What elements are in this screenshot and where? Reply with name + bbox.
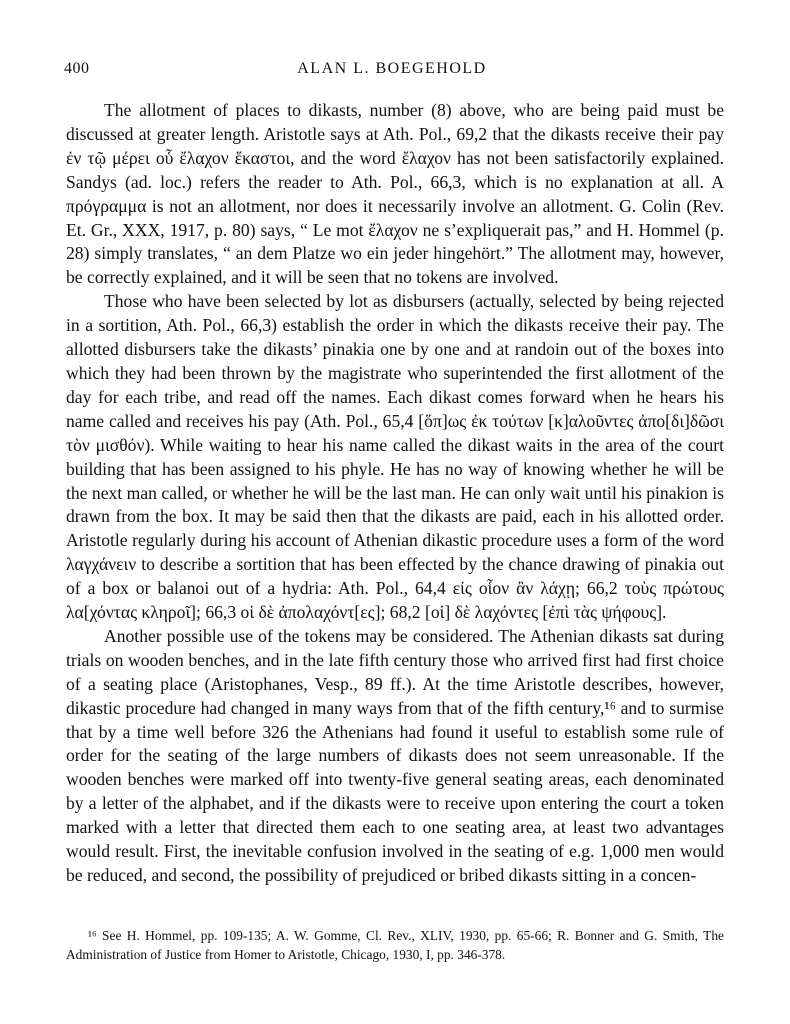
footnote bbox=[66, 926, 724, 964]
paragraph: Another possible use of the tokens may be considered. The Athenian dikasts sat during trials on wooden benches, and in the late fifth century those who arrived first had first choice of a seating place (Aristophanes, Vesp., 89 ff.). At the time Aristotle describes, however, dikastic procedure had changed in many ways from that of the fifth century,¹⁶ and to surmise that by a time well before 326 the Athenians had found it useful to establish some rule of order for the seating of the large numbers of dikasts does not seem unreasonable. If the wooden benches were marked off into twenty-five general seating areas, each denominated by a letter of the alphabet, and if the dikasts were to receive upon entering the court a token marked with a letter that directed them each to one seating area, at least two advantages would result. First, the inevitable confusion involved in the seating of e.g. 1,000 men would be reduced, and second, the possibility of prejudiced or bribed dikasts sitting in a concen- bbox=[66, 625, 724, 885]
footnote-16: ¹⁶ See H. Hommel, pp. 109-135; A. W. Gomme, Cl. Rev., XLIV, 1930, pp. 65-66; R. Bonner and G. Smith, The Administration of Justice from Homer to Aristotle, Chicago, 1930, I, pp. 346-378. bbox=[66, 928, 724, 962]
paragraph: Those who have been selected by lot as disbursers (actually, selected by being rejected in a sortition, Ath. Pol., 66,3) establish the order in which the dikasts receive their pay. The allotted disbursers take the dikasts’ pinakia one by one and at randoin out of the boxes into which they had been thrown by the magistrate who superintended the first allotment of the day for each tribe, and read off the names. Each dikast comes forward when he hears his name called and receives his pay (Ath. Pol., 65,4 [ὅπ]ως ἐκ τούτων [κ]αλοῦντες ἀπο[δι]δῶσι τὸν μισθόν). While waiting to hear his name called the dikast waits in the area of the court building that has been assigned to his phyle. He has no way of knowing whether he will be the next man called, or whether he will be the last man. He can only wait until his pinakion is drawn from the box. It may be said then that the dikasts are paid, each in his allotted order. Aristotle regularly during his account of Athenian dikastic procedure uses a form of the word λαγχάνειν to describe a sortition that has been effected by the chance drawing of pinakia out of a box or balanoi out of a hydria: Ath. Pol., 64,4 εἰς οἷον ἂν λάχῃ; 66,2 τοὺς πρώτους λα[χόντας κληροῖ]; 66,3 οἱ δὲ ἀπολαχόντ[ες]; 68,2 [οἱ] δὲ λαχόντες [ἐπὶ τὰς ψήφους]. bbox=[66, 291, 724, 623]
body-text bbox=[66, 99, 724, 888]
paragraph: The allotment of places to dikasts, number (8) above, who are being paid must be discussed at greater length. Aristotle says at Ath. Pol., 69,2 that the dikasts receive their pay ἐν τῷ μέρει οὗ ἔλαχον ἕκαστοι, and the word ἔλαχον has not been satisfactorily explained. Sandys (ad. loc.) refers the reader to Ath. Pol., 66,3, which is no explanation at all. A πρόγραμμα is not an allotment, nor does it necessarily involve an allotment. G. Colin (Rev. Et. Gr., XXX, 1917, p. 80) says, “ Le mot ἔλαχον ne s’expliquerait pas,” and H. Hommel (p. 28) simply translates, “ an dem Platze wo ein jeder hingehört.” The allotment may, however, be correctly explained, and it will be seen that no tokens are involved. bbox=[66, 100, 724, 288]
page-header bbox=[64, 60, 720, 84]
page-number: 400 bbox=[64, 60, 90, 77]
running-head: ALAN L. BOEGEHOLD bbox=[297, 60, 487, 77]
